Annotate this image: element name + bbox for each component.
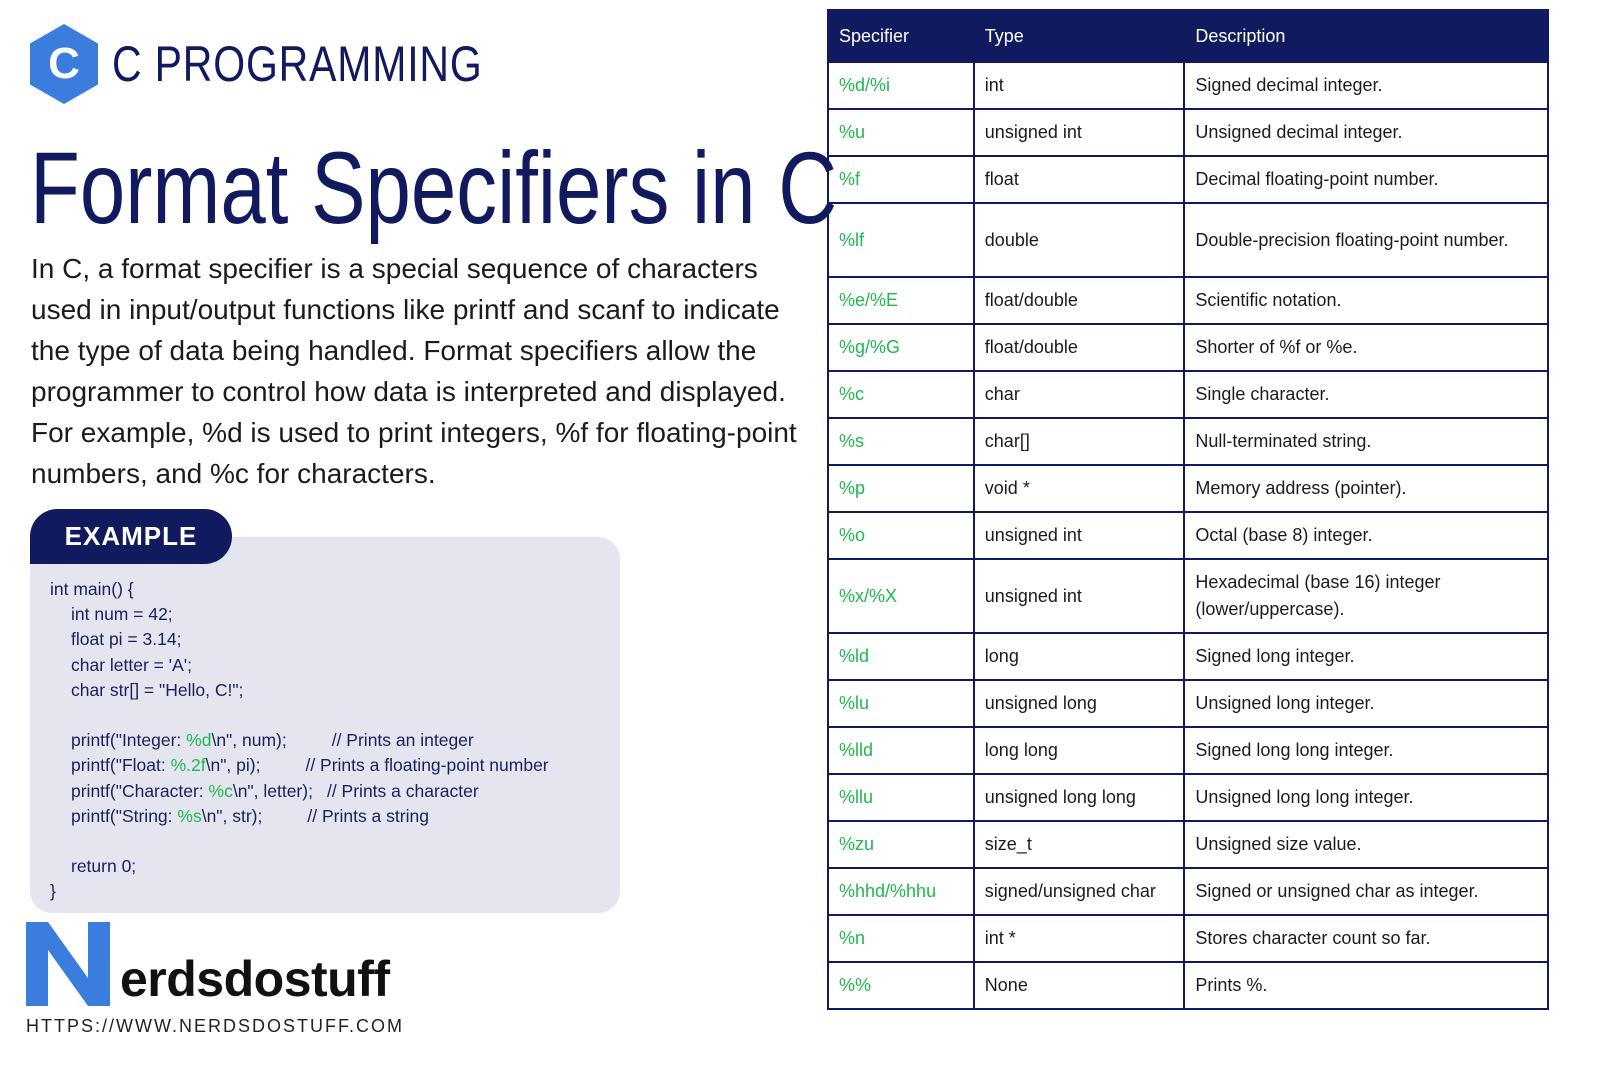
table-row: [828, 727, 1548, 774]
nerdsdostuff-n-logo-icon: [26, 922, 110, 1006]
column-header: Specifier: [828, 10, 974, 62]
type-cell: char[]: [974, 418, 1185, 465]
table-row: [828, 277, 1548, 324]
type-cell: char: [974, 371, 1185, 418]
code-text: printf("String:: [71, 805, 178, 826]
description-cell: Single character.: [1184, 371, 1548, 418]
description-cell: Unsigned size value.: [1184, 821, 1548, 868]
type-cell: void *: [974, 465, 1185, 512]
description-cell: Octal (base 8) integer.: [1184, 512, 1548, 559]
specifier-cell: %s: [828, 418, 974, 465]
page-title: Format Specifiers in C: [30, 131, 838, 245]
code-comment: // Prints a floating-point number: [305, 755, 549, 776]
column-header: Type: [974, 10, 1185, 62]
brand-header: [26, 22, 564, 106]
type-cell: int *: [974, 915, 1185, 962]
description-cell: Unsigned decimal integer.: [1184, 109, 1548, 156]
description-cell: Shorter of %f or %e.: [1184, 324, 1548, 371]
intro-paragraph: In C, a format specifier is a special sequence of characters used in input/output functions like printf and scanf to indicate the type of data being handled. Format specifiers allow the programmer to control how data is interpreted and displayed. For example, %d is used to print integers, %f for floating-point numbers, and %c for characters.: [31, 253, 797, 489]
code-text: \n", num);: [211, 730, 287, 751]
specifier-cell: %f: [828, 156, 974, 203]
type-cell: float/double: [974, 324, 1185, 371]
specifier-cell: %n: [828, 915, 974, 962]
code-text: \n", str);: [201, 805, 263, 826]
code-line-printf-float: [50, 753, 549, 778]
description-cell: Stores character count so far.: [1184, 915, 1548, 962]
code-comment: // Prints a string: [307, 805, 429, 826]
format-specifier: %c: [208, 780, 233, 801]
type-cell: unsigned int: [974, 559, 1185, 633]
code-line: int main() {: [50, 579, 134, 599]
specifier-cell: %o: [828, 512, 974, 559]
specifier-cell: %u: [828, 109, 974, 156]
code-comment: // Prints a character: [326, 780, 479, 801]
type-cell: None: [974, 962, 1185, 1009]
table-row: [828, 62, 1548, 109]
type-cell: unsigned int: [974, 512, 1185, 559]
type-cell: float/double: [974, 277, 1185, 324]
table-row: [828, 915, 1548, 962]
description-cell: Memory address (pointer).: [1184, 465, 1548, 512]
specifier-cell: %hhd/%hhu: [828, 868, 974, 915]
table-row: [828, 203, 1548, 277]
specifier-cell: %lu: [828, 680, 974, 727]
specifier-cell: %e/%E: [828, 277, 974, 324]
format-specifier: %.2f: [170, 755, 206, 776]
table-row: [828, 324, 1548, 371]
type-cell: unsigned long long: [974, 774, 1185, 821]
specifier-cell: %p: [828, 465, 974, 512]
code-line: char str[] = "Hello, C!";: [71, 679, 244, 700]
type-cell: unsigned long: [974, 680, 1185, 727]
table-row: [828, 371, 1548, 418]
code-blank-line: [50, 703, 549, 728]
type-cell: size_t: [974, 821, 1185, 868]
code-line: char letter = 'A';: [71, 654, 192, 675]
specifier-cell: %ld: [828, 633, 974, 680]
code-text: printf("Character:: [71, 780, 209, 801]
table-row: [828, 774, 1548, 821]
code-line-return: return 0;: [71, 856, 137, 877]
code-comment: // Prints an integer: [331, 730, 474, 751]
description-cell: Prints %.: [1184, 962, 1548, 1009]
table-row: [828, 559, 1548, 633]
code-line-close: }: [50, 881, 56, 902]
type-cell: float: [974, 156, 1185, 203]
type-cell: long: [974, 633, 1185, 680]
code-line-printf-string: [50, 804, 549, 829]
code-blank-line: [50, 829, 549, 854]
code-text: \n", letter);: [232, 780, 313, 801]
brand-name: C PROGRAMMING: [112, 36, 483, 92]
specifier-cell: %c: [828, 371, 974, 418]
code-line: int num = 42;: [71, 604, 173, 625]
table-row: [828, 465, 1548, 512]
format-specifier-table: [827, 9, 1549, 1010]
description-cell: Signed long integer.: [1184, 633, 1548, 680]
code-text: printf("Float:: [71, 755, 171, 776]
code-text: \n", pi);: [205, 755, 261, 776]
table-row: [828, 821, 1548, 868]
type-cell: unsigned int: [974, 109, 1185, 156]
description-cell: Hexadecimal (base 16) integer (lower/uppercase).: [1184, 559, 1548, 633]
table-row: [828, 512, 1548, 559]
code-line: float pi = 3.14;: [71, 629, 182, 650]
example-label: EXAMPLE: [30, 509, 232, 564]
table-row: [828, 680, 1548, 727]
specifier-cell: %llu: [828, 774, 974, 821]
table-row: [828, 156, 1548, 203]
specifier-cell: %lf: [828, 203, 974, 277]
description-cell: Null-terminated string.: [1184, 418, 1548, 465]
table-row: [828, 868, 1548, 915]
code-line-printf-char: [50, 779, 549, 804]
type-cell: long long: [974, 727, 1185, 774]
c-language-logo-icon: [26, 22, 102, 106]
logo-wordmark: erdsdostuff: [120, 951, 390, 1007]
specifier-cell: %%: [828, 962, 974, 1009]
description-cell: Signed long long integer.: [1184, 727, 1548, 774]
table-header-row: [828, 10, 1548, 62]
table-row: [828, 109, 1548, 156]
description-cell: Signed decimal integer.: [1184, 62, 1548, 109]
description-cell: Decimal floating-point number.: [1184, 156, 1548, 203]
site-url: HTTPS://WWW.NERDSDOSTUFF.COM: [26, 1016, 404, 1036]
description-cell: Signed or unsigned char as integer.: [1184, 868, 1548, 915]
code-block: [50, 577, 549, 904]
specifier-cell: %x/%X: [828, 559, 974, 633]
description-cell: Unsigned long integer.: [1184, 680, 1548, 727]
specifier-cell: %g/%G: [828, 324, 974, 371]
table-row: [828, 418, 1548, 465]
format-specifier: %d: [186, 730, 212, 751]
specifier-cell: %lld: [828, 727, 974, 774]
specifier-cell: %zu: [828, 821, 974, 868]
logo-letter: C: [48, 39, 80, 88]
type-cell: signed/unsigned char: [974, 868, 1185, 915]
description-cell: Scientific notation.: [1184, 277, 1548, 324]
type-cell: double: [974, 203, 1185, 277]
type-cell: int: [974, 62, 1185, 109]
format-specifier: %s: [177, 805, 202, 826]
code-line-printf-integer: [50, 728, 549, 753]
table-row: [828, 633, 1548, 680]
code-text: printf("Integer:: [71, 730, 187, 751]
description-cell: Double-precision floating-point number.: [1184, 203, 1548, 277]
table-row: [828, 962, 1548, 1009]
description-cell: Unsigned long long integer.: [1184, 774, 1548, 821]
column-header: Description: [1184, 10, 1548, 62]
specifier-cell: %d/%i: [828, 62, 974, 109]
